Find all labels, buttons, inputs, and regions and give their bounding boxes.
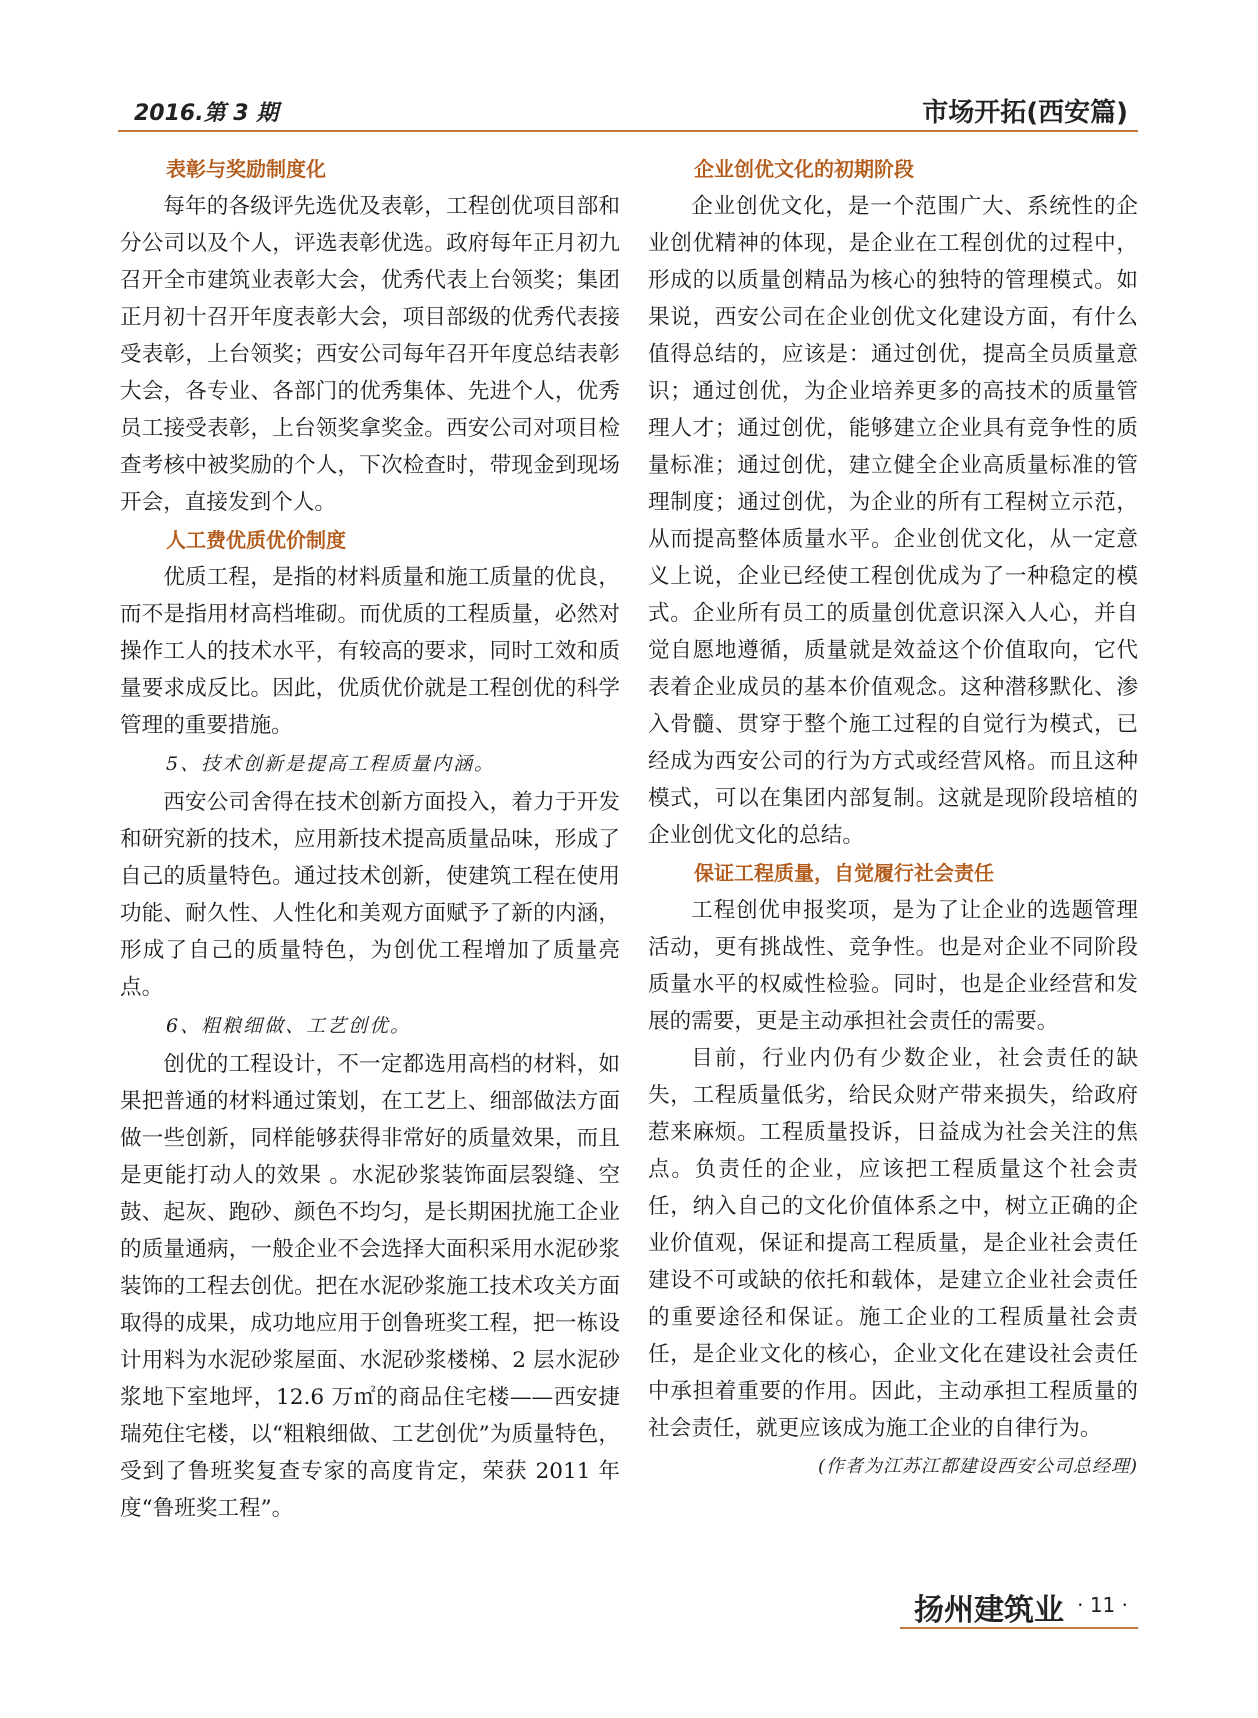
right-column: [648, 150, 1138, 1487]
paragraph: 每年的各级评先选优及表彰，工程创优项目部和分公司以及个人，评选表彰优选。政府每年正月初九召开全市建筑业表彰大会，优秀代表上台领奖；集团正月初十召开年度表彰大会，项目部级的优秀代表接受表彰，上台领奖；西安公司每年召开年度总结表彰大会，各专业、各部门的优秀集体、先进个人，优秀员工接受表彰，上台领奖拿奖金。西安公司对项目检查考核中被奖励的个人，下次检查时，带现金到现场开会，直接发到个人。: [120, 194, 620, 515]
column-title: 市场开拓(西安篇): [922, 98, 1128, 128]
author-note: (作者为江苏江都建设西安公司总经理): [817, 1456, 1138, 1477]
page-header: [118, 88, 1138, 132]
page-number: · 11 ·: [1077, 1593, 1128, 1617]
paragraph: 优质工程，是指的材料质量和施工质量的优良，而不是指用材高档堆砌。而优质的工程质量，必然对操作工人的技术水平，有较高的要求，同时工效和质量要求成反比。因此，优质优价就是工程创优的科学管理的重要措施。: [120, 565, 620, 738]
left-column: [120, 150, 620, 1527]
paragraph: 工程创优申报奖项，是为了让企业的选题管理活动，更有挑战性、竞争性。也是对企业不同阶段质量水平的权威性检验。同时，也是企业经营和发展的需要，更是主动承担社会责任的需要。: [648, 898, 1138, 1034]
issue-label: 2016.第 3 期: [134, 101, 279, 126]
numbered-heading: 6、粗粮细做、工艺创优。: [166, 1015, 412, 1037]
magazine-logo: 扬州建筑业: [914, 1593, 1064, 1628]
numbered-heading: 5、技术创新是提高工程质量内涵。: [166, 753, 496, 775]
section-heading: 人工费优质优价制度: [166, 528, 346, 552]
section-heading: 保证工程质量，自觉履行社会责任: [694, 861, 994, 885]
paragraph: 目前，行业内仍有少数企业，社会责任的缺失，工程质量低劣，给民众财产带来损失，给政府惹来麻烦。工程质量投诉，日益成为社会关注的焦点。负责任的企业，应该把工程质量这个社会责任，纳入自己的文化价值体系之中，树立正确的企业价值观，保证和提高工程质量，是企业社会责任建设不可或缺的依托和载体，是建立企业社会责任的重要途径和保证。施工企业的工程质量社会责任，是企业文化的核心，企业文化在建设社会责任中承担着重要的作用。因此，主动承担工程质量的社会责任，就更应该成为施工企业的自律行为。: [648, 1046, 1138, 1441]
page-footer: [900, 1585, 1138, 1629]
paragraph: 创优的工程设计，不一定都选用高档的材料，如果把普通的材料通过策划，在工艺上、细部做法方面做一些创新，同样能够获得非常好的质量效果，而且是更能打动人的效果 。水泥砂浆装饰面层裂缝、空鼓、起灰、跑砂、颜色不均匀，是长期困扰施工企业的质量通病，一般企业不会选择大面积采用水泥砂浆装饰的工程去创优。把在水泥砂浆施工技术攻关方面取得的成果，成功地应用于创鲁班奖工程，把一栋设计用料为水泥砂浆屋面、水泥砂浆楼梯、2 层水泥砂浆地下室地坪，12.6 万㎡的商品住宅楼——西安捷瑞苑住宅楼，以“粗粮细做、工艺创优”为质量特色，受到了鲁班奖复查专家的高度肯定，荣获 2011 年度“鲁班奖工程”。: [120, 1052, 620, 1521]
section-heading: 表彰与奖励制度化: [166, 157, 326, 181]
paragraph: 西安公司舍得在技术创新方面投入，着力于开发和研究新的技术，应用新技术提高质量品味，形成了自己的质量特色。通过技术创新，使建筑工程在使用功能、耐久性、人性化和美观方面赋予了新的内涵，形成了自己的质量特色，为创优工程增加了质量亮点。: [120, 790, 620, 1000]
paragraph: 企业创优文化，是一个范围广大、系统性的企业创优精神的体现，是企业在工程创优的过程中，形成的以质量创精品为核心的独特的管理模式。如果说，西安公司在企业创优文化建设方面，有什么值得总结的，应该是：通过创优，提高全员质量意识；通过创优，为企业培养更多的高技术的质量管理人才；通过创优，能够建立企业具有竞争性的质量标准；通过创优，建立健全企业高质量标准的管理制度；通过创优，为企业的所有工程树立示范，从而提高整体质量水平。企业创优文化，从一定意义上说，企业已经使工程创优成为了一种稳定的模式。企业所有员工的质量创优意识深入人心，并自觉自愿地遵循，质量就是效益这个价值取向，它代表着企业成员的基本价值观念。这种潜移默化、渗入骨髓、贯穿于整个施工过程的自觉行为模式，已经成为西安公司的行为方式或经营风格。而且这种模式，可以在集团内部复制。这就是现阶段培植的企业创优文化的总结。: [648, 194, 1138, 848]
section-heading: 企业创优文化的初期阶段: [694, 157, 914, 181]
